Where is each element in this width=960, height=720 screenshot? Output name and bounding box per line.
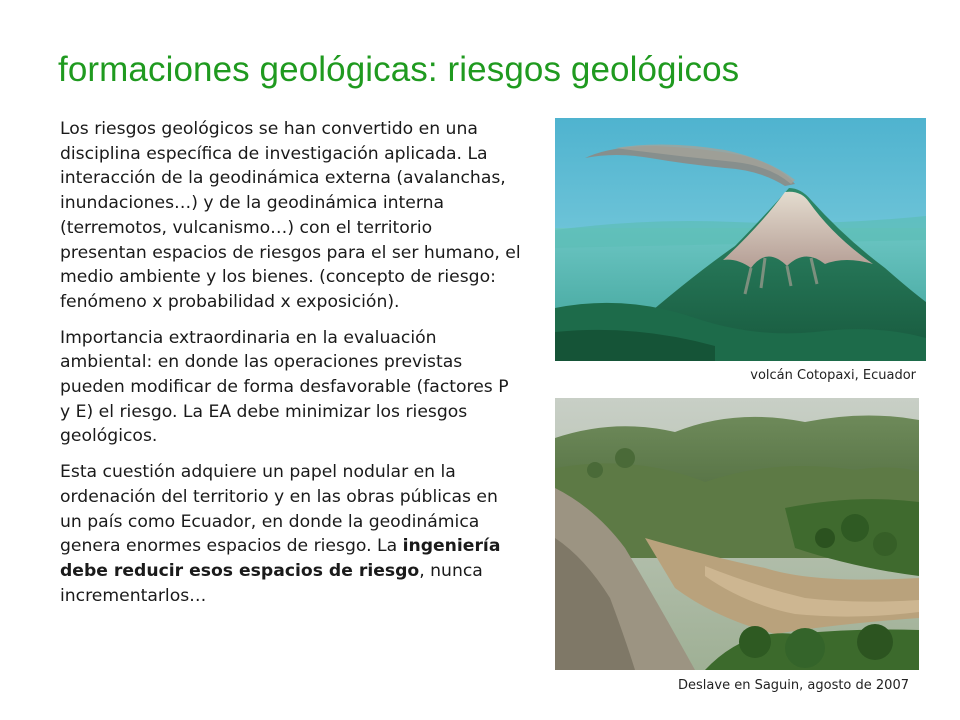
volcano-caption: volcán Cotopaxi, Ecuador xyxy=(750,368,916,383)
landslide-illustration xyxy=(555,398,919,670)
paragraph-ecuador-emphasis: ingeniería debe reducir esos espacios de riesgo xyxy=(60,536,501,581)
paragraph-environmental-evaluation: Importancia extraordinaria en la evaluación ambiental: en donde las operaciones previstas pueden modificar de forma desfavorable (factores P y E) el riesgo. La EA debe minimizar los riesgos geológicos. xyxy=(60,327,509,447)
slide-title: formaciones geológicas: riesgos geológicos xyxy=(58,50,740,89)
landslide-caption: Deslave en Saguin, agosto de 2007 xyxy=(678,678,909,693)
paragraph-risk-definition: Los riesgos geológicos se han convertido en una disciplina específica de investigación aplicada. La interacción de la geodinámica externa (avalanchas, inundaciones…) y de la geodinámica interna (terremotos, vulcanismo…) con el territorio presentan espacios de riesgos para el ser humano, el medio ambiente y los bienes. (concepto de riesgo: fenómeno x probabilidad x exposición). xyxy=(60,119,521,312)
paragraph-ecuador-text-start: Esta cuestión adquiere un papel nodular en la ordenación del territorio y en las obras públicas en un país como Ecuador, en donde la geodinámica genera enormes espacios de riesgo. La xyxy=(60,462,498,557)
landslide-photo xyxy=(555,398,919,670)
paragraph-ecuador-context xyxy=(60,460,522,608)
body-text xyxy=(60,117,522,619)
volcano-photo xyxy=(555,118,926,361)
volcano-illustration xyxy=(555,118,926,361)
paragraph-ecuador-text-end: , nunca incrementarlos… xyxy=(60,560,483,606)
